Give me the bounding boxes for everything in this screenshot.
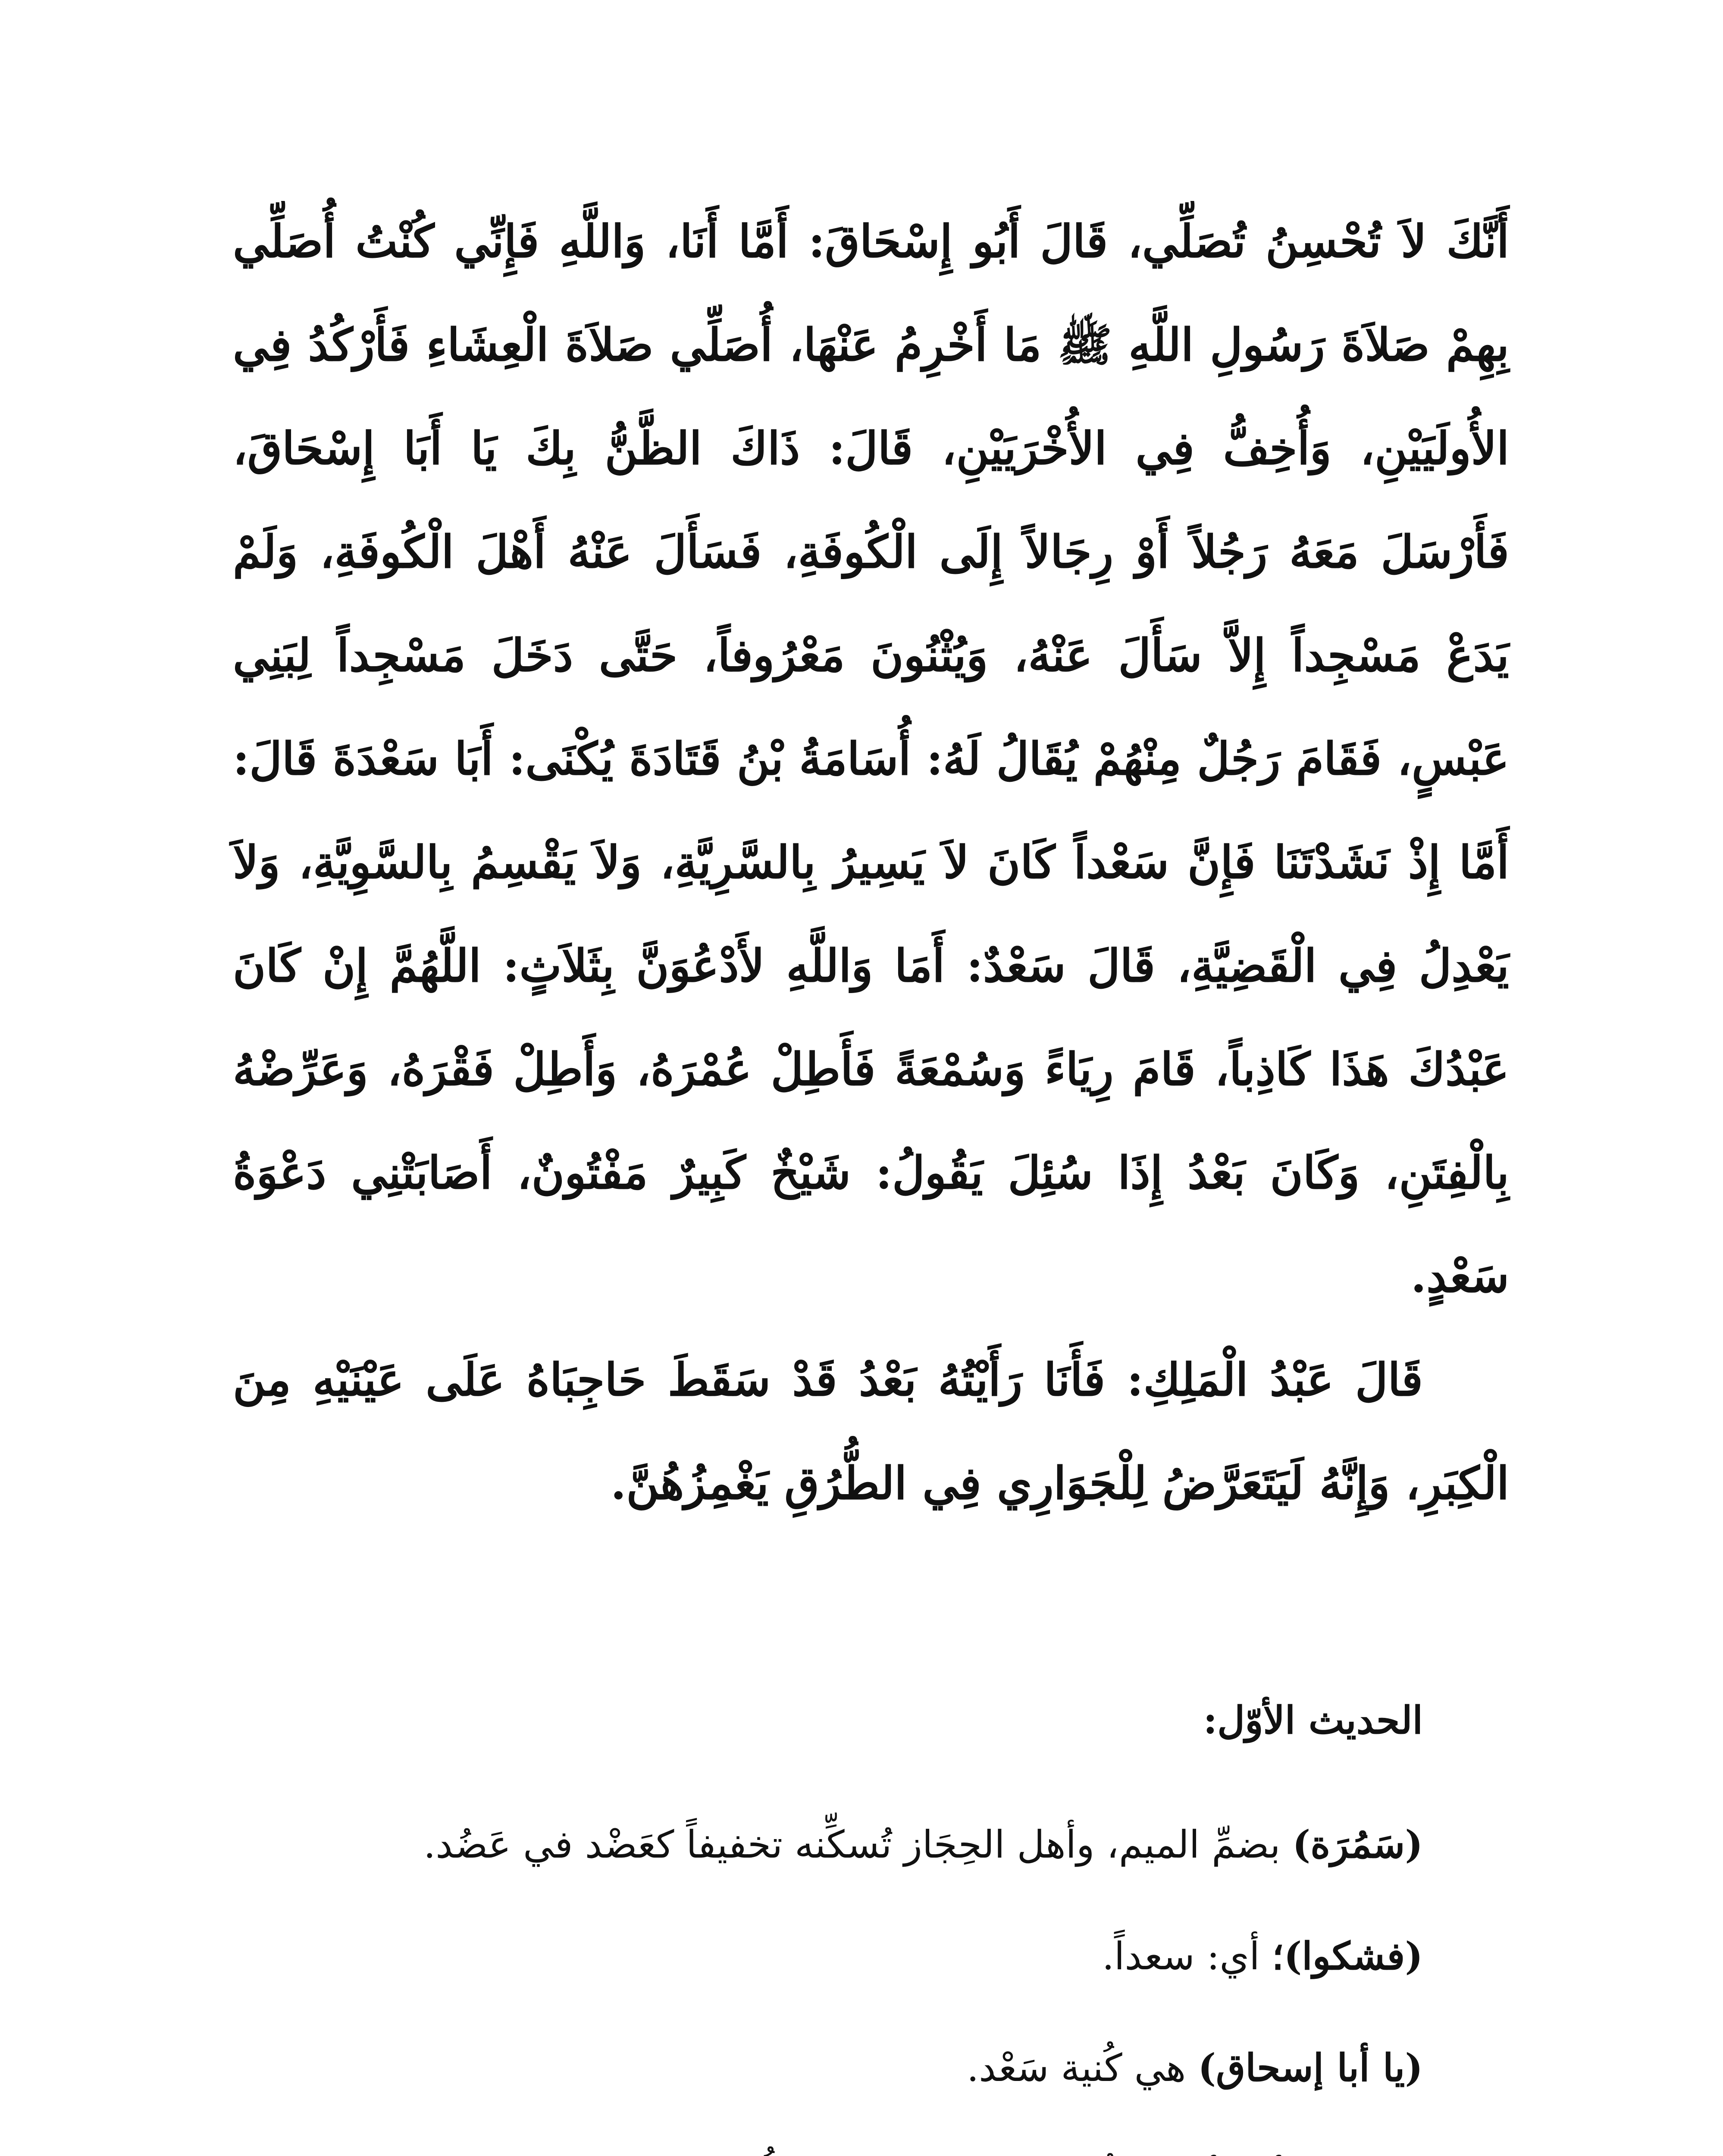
commentary-note xyxy=(233,2021,1509,2115)
commentary-note xyxy=(233,1909,1509,2003)
note-text: أي: سعداً. xyxy=(1102,1934,1272,1978)
commentary-heading: الحديث الأوّل: xyxy=(1203,1698,1423,1742)
note-term: (فشكوا)؛ xyxy=(1272,1934,1423,1978)
commentary-section xyxy=(233,1673,1509,2156)
note-term: (سَمُرَة) xyxy=(1292,1822,1423,1867)
note-text: هي كُنية سَعْد. xyxy=(967,2046,1198,2090)
commentary-note xyxy=(233,1797,1509,1892)
hadith-paragraph: أَنَّكَ لاَ تُحْسِنُ تُصَلِّي، قَالَ أَبُو إِسْحَاقَ: أَمَّا أَنَا، وَاللَّهِ فَإِنِّي كُنْتُ أُصَلِّي بِهِمْ صَلاَةَ رَسُولِ اللَّهِ ﷺ مَا أَخْرِمُ عَنْهَا، أُصَلِّي صَلاَةَ الْعِشَاءِ فَأَرْكُدُ فِي الأُولَيَيْنِ، وَأُخِفُّ فِي الأُخْرَيَيْنِ، قَالَ: ذَاكَ الظَّنُّ بِكَ يَا أَبَا إِسْحَاقَ، فَأَرْسَلَ مَعَهُ رَجُلاً أَوْ رِجَالاً إِلَى الْكُوفَةِ، فَسَأَلَ عَنْهُ أَهْلَ الْكُوفَةِ، وَلَمْ يَدَعْ مَسْجِداً إِلاَّ سَأَلَ عَنْهُ، وَيُثْنُونَ مَعْرُوفاً، حَتَّى دَخَلَ مَسْجِداً لِبَنِي عَبْسٍ، فَقَامَ رَجُلٌ مِنْهُمْ يُقَالُ لَهُ: أُسَامَةُ بْنُ قَتَادَةَ يُكْنَى: أَبَا سَعْدَةَ قَالَ: أَمَّا إِذْ نَشَدْتَنَا فَإِنَّ سَعْداً كَانَ لاَ يَسِيرُ بِالسَّرِيَّةِ، وَلاَ يَقْسِمُ بِالسَّوِيَّةِ، وَلاَ يَعْدِلُ فِي الْقَضِيَّةِ، قَالَ سَعْدٌ: أَمَا وَاللَّهِ لأَدْعُوَنَّ بِثَلاَثٍ: اللَّهُمَّ إِنْ كَانَ عَبْدُكَ هَذَا كَاذِباً، قَامَ رِيَاءً وَسُمْعَةً فَأَطِلْ عُمْرَهُ، وَأَطِلْ فَقْرَهُ، وَعَرِّضْهُ بِالْفِتَنِ، وَكَانَ بَعْدُ إِذَا سُئِلَ يَقُولُ: شَيْخٌ كَبِيرٌ مَفْتُونٌ، أَصَابَتْنِي دَعْوَةُ سَعْدٍ. xyxy=(233,215,1509,1303)
note-text: بضمِّ الميم، وأهل الحِجَاز تُسكِّنه تخفيفاً كعَضْد في عَضُد. xyxy=(423,1822,1293,1867)
commentary-note xyxy=(233,2132,1509,2156)
note-term: (يا أبا إسحاق) xyxy=(1198,2045,1423,2090)
hadith-text xyxy=(233,190,1509,1535)
hadith-paragraph: قَالَ عَبْدُ الْمَلِكِ: فَأَنَا رَأَيْتُهُ بَعْدُ قَدْ سَقَطَ حَاجِبَاهُ عَلَى عَيْنَيْهِ مِنَ الْكِبَرِ، وَإِنَّهُ لَيَتَعَرَّضُ لِلْجَوَارِي فِي الطُّرُقِ يَغْمِزُهُنَّ. xyxy=(233,1353,1509,1510)
